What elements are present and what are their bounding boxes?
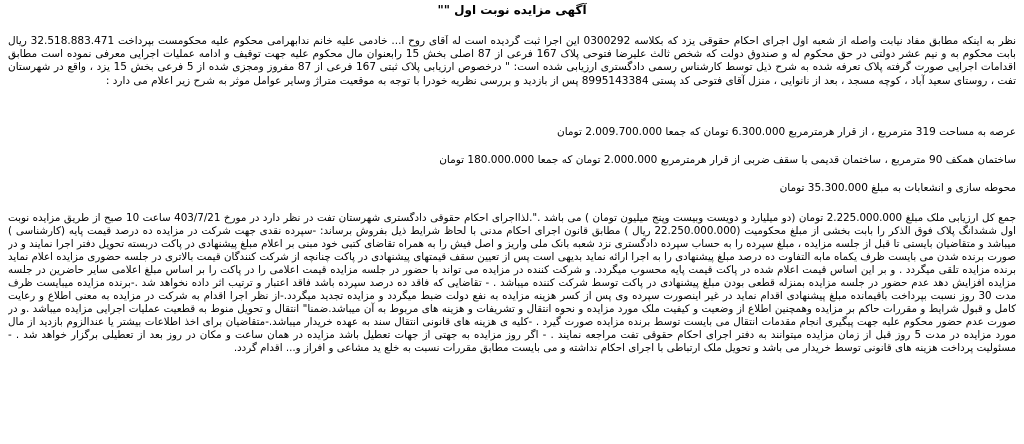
yard-valuation-line: محوطه سازی و انشعابات به مبلغ 35.300.000 تومان: [779, 182, 1016, 194]
notice-title: آگهی مزایده نوبت اول "": [437, 3, 587, 17]
building-valuation-line: ساختمان همکف 90 مترمربع ، ساختمان قدیمی با سقف ضربی از قرار هرمترمربع 2.000.000 تومان که جمعا 180.000.000 تومان: [439, 154, 1016, 166]
land-valuation-line: عرصه به مساحت 319 مترمربع ، از قرار هرمترمربع 6.300.000 تومان که جمعا 2.009.700.000 تومان: [557, 126, 1016, 138]
intro-paragraph: نظر به اینکه مطابق مفاد نیابت واصله از شعبه اول اجرای احکام حقوقی یزد که بکلاسه 0300292 این اجرا ثبت گردیده است له آقای روح ا... خادمی علیه خانم ندابهرامی محکوم علیه محکومست بپرداخت 32.518.883.471 ریال بابت محکوم به و نیم عشر دولتی در حق محکوم له و صندوق دولت که شخص ثالث علیرضا فتوحی پلاک 167 فرعی از 87 اصلی بخش 15 رابعنوان مال محکوم علیه جهت توقیف و ادامه عملیات اجرایی معرفی نموده است مطابق اقدامات اجرایی صورت گرفته پلاک تعرفه شده به شرح ذیل توسط کارشناس رسمی دادگستری ارزیابی شده است: " درخصوص ارزیابی پلاک ثبتی 167 فرعی از 87 مفروز ومجزی شده از 5 فرعی بخش 15 یزد ، واقع در شهرستان تفت ، روستای سعید آباد ، کوچه مسجد ، بعد از نانوایی ، منزل آقای فتوحی کد پستی 8995143384 پس از بازدید و بررسی نظریه خودرا با توجه به موقعیت متراژ وسایر عوامل موثر به شرح زیر اعلام می دارد :: [8, 35, 1016, 87]
auction-conditions-paragraph: جمع کل ارزیابی ملک مبلغ 2.225.000.000 تومان (دو میلیارد و دویست وبیست وپنج میلیون تومان ) می باشد .".لذااجرای احکام حقوقی دادگستری شهرستان تفت در نظر دارد در مورخ 403/7/21 ساعت 10 صبح از طریق مزایده نوبت اول ششدانگ پلاک فوق الذکر را بابت بخشی از مبلغ محکومیت (22.250.000.000 ریال ) مطابق قانون اجرای احکام مدنی با لحاظ شرایط ذیل بفروش برساند: -سپرده نقدی جهت شرکت در مزایده ده درصد قیمت پایه (کارشناسی ) میباشد و متقاضیان بایستی تا قبل از جلسه مزایده ، مبلغ سپرده را به حساب سپرده دادگستری نزد شعبه بانک ملی واریز و اصل فیش را به همراه تقاضای کتبی خود مبنی بر اعلام مبلغ پیشنهادی در پاکت دربسته تحویل دفتر اجرا نمایند و در صورت برنده شدن می بایست ظرف یکماه مابه التفاوت ده درصد مبلغ پیشنهادی را به اجرا ارائه نماید بدیهی است پس از تعیین سقف قیمتهای پیشنهادی در پاکت چنانچه از شرکت کنندگان قیمت بالاتری در جلسه حضوری مزایده اعلام نماید برنده مزایده تلقی میگردد . و بر این اساس قیمت اعلام شده در پاکت قیمت پایه محسوب میگردد. و شرکت کننده در مزایده می تواند با حضور در جلسه مزایده قیمت اعلامی را در پاکت را بر اساس مبلغ اعلامی سایر حاضرین در جلسه مزایده افزایش دهد عدم حضور در جلسه مزایده بمنزله قطعی بودن مبلغ پیشنهادی در پاکت توسط شرکت کننده میباشد . - تقاضایی که فاقد ده درصد سپرده باشد فاقد اعتبار و ترتیب اثر داده نخواهد شد .-برنده مزایده میبایست ظرف مدت 30 روز نسبت بپرداخت باقیمانده مبلغ پیشنهادی اقدام نماید در غیر اینصورت سپرده وی پس از کسر هزینه مزایده به نفع دولت ضبط میگردد و مزایده تجدید میگردد.-از نظر اجرا اقدام به شرکت در مزایده به معنی اطلاع و رعایت کامل و قبول شرایط و مقررات حاکم بر مزایده وهمچنین اطلاع از وضعیت و کیفیت ملک مورد مزایده و نحوه انتقال و تشریفات و هزینه های مربوط به آن میباشد.ضمنا" انتقال و تحویل منوط به قطعیت عملیات اجرایی مزایده میباشد .و در صورت عدم حضور محکوم علیه جهت پیگیری انجام مقدمات انتقال می بایست توسط برنده مزایده صورت گیرد . -کلیه ی هزینه های قانونی انتقال سند به عهده خریدار میباشد.-متقاضیان برای اخذ اطلاعات بیشتر یا عندالزوم بازدید از مال مورد مزایده در مدت 5 روز قبل از زمان مزایده میتوانند به دفتر اجرای احکام حقوقی تفت مراجعه نمایند . - اگر روز مزایده به جهتی از جهات تعطیل باشد مزایده در همان ساعت و مکان در روز بعد از تعطیلی برگزار خواهد شد . - مسئولیت پرداخت هزینه های قانونی توسط خریدار می باشد و تحویل ملک ارتباطی با اجرای احکام نداشته و می بایست مطابق مقررات نسبت به خلع ید مشاعی و افراز و... اقدام گردد.: [8, 212, 1016, 354]
